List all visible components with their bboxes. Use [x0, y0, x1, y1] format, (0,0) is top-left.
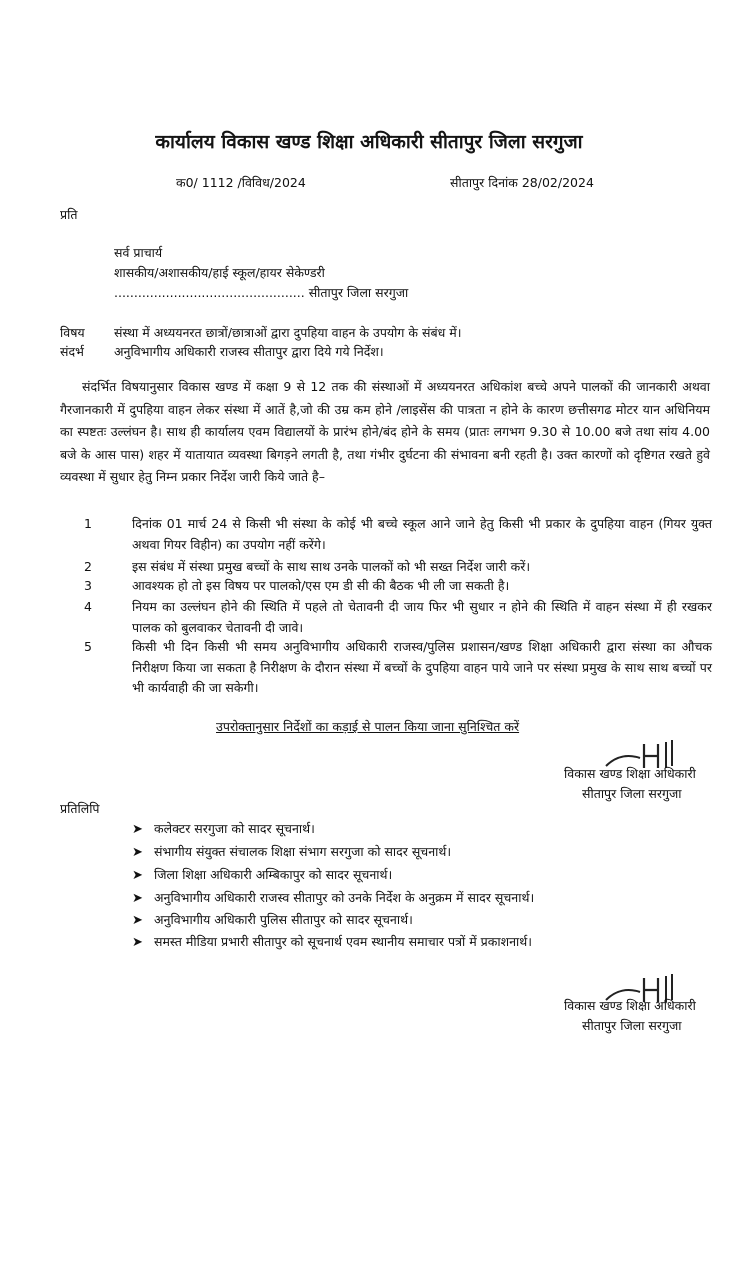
directive-item [60, 637, 712, 699]
directive-text: किसी भी दिन किसी भी समय अनुविभागीय अधिकारी राजस्व/पुलिस प्रशासन/खण्ड शिक्षा अधिकारी द्वारा संस्था का औचक निरीक्षण किया जा सकता है निरीक्षण के दौरान संस्था में बच्चों के दुपहिया वाहन पाये जाने पर संस्था प्रमुख के साथ साथ बच्चों पर भी कार्यवाही की जा सकेगी। [132, 639, 712, 695]
signature-place: सीतापुर जिला सरगुजा [582, 1018, 682, 1033]
copy-item-text: समस्त मीडिया प्रभारी सीतापुर को सूचनार्थ एवम स्थानीय समाचार पत्रों में प्रकाशनार्थ। [154, 934, 532, 949]
copy-label: प्रतिलिपि [60, 801, 100, 816]
subject-label: विषय [60, 325, 85, 340]
reference-text: अनुविभागीय अधिकारी राजस्व सीतापुर द्वारा दिये गये निर्देश। [114, 344, 384, 359]
directive-text: आवश्यक हो तो इस विषय पर पालको/एस एम डी सी की बैठक भी ली जा सकती है। [132, 578, 510, 593]
directive-text: नियम का उल्लंघन होने की स्थिति में पहले तो चेतावनी दी जाय फिर भी सुधार न होने की स्थिति में वाहन संस्था में ही रखकर पालक को बुलवाकर चेतावनी दी जावे। [132, 599, 712, 635]
directive-item [60, 557, 712, 578]
copy-list-item [132, 889, 534, 906]
arrow-bullet-icon: ➤ [132, 913, 143, 928]
copy-list-item [132, 843, 451, 860]
copy-item-text: अनुविभागीय अधिकारी राजस्व सीतापुर को उनके निर्देश के अनुक्रम में सादर सूचनार्थ। [154, 890, 535, 905]
signature-place: सीतापुर जिला सरगुजा [582, 786, 682, 801]
arrow-bullet-icon: ➤ [132, 822, 143, 837]
body-paragraph: संदर्भित विषयानुसार विकास खण्ड में कक्षा 9 से 12 तक की संस्थाओं में अध्ययनरत अधिकांश बच्चे अपने पालकों की जानकारी अथवा गैरजानकारी में दुपहिया वाहन लेकर संस्था में आतें है,जो की उम्र कम होने /लाइसेंस की पात्रता न होने के कारण छत्तीसगढ मोटर यान अधिनियम का स्पष्टतः उल्लंघन है। साथ ही कार्यालय एवम विद्यालयों के प्रारंभ होने/बंद होने के समय (प्रातः लगभग 9.30 से 10.00 बजे तथा सांय 4.00 बजे के आस पास) शहर में यातायात व्यवस्था बिगड़ने लगती है, तथा गंभीर दुर्घटना की संभावना बनी रहती है। उक्त कारणों को दृष्टिगत रखते हुवे व्यवस्था में सुधार हेतु निम्न प्रकार निर्देश जारी किये जाते है– [60, 379, 710, 485]
directive-item [60, 597, 712, 638]
office-title: कार्यालय विकास खण्ड शिक्षा अधिकारी सीतापुर जिला सरगुजा [155, 131, 583, 153]
copy-item-text: अनुविभागीय अधिकारी पुलिस सीतापुर को सादर सूचनार्थ। [154, 912, 413, 927]
directive-item [60, 576, 712, 597]
signature-designation: विकास खण्ड शिक्षा अधिकारी [564, 766, 696, 781]
directive-text: दिनांक 01 मार्च 24 से किसी भी संस्था के कोई भी बच्चे स्कूल आने जाने हेतु किसी भी प्रकार के दुपहिया वाहन (गियर युक्त अथवा गियर विहीन) का उपयोग नहीं करेंगे। [132, 516, 712, 552]
recipient-line-2: शासकीय/अशासकीय/हाई स्कूल/हायर सेकेण्डरी [114, 265, 325, 280]
letter-date: सीतापुर दिनांक 28/02/2024 [450, 175, 594, 190]
copy-item-text: कलेक्टर सरगुजा को सादर सूचनार्थ। [154, 821, 315, 836]
copy-item-text: संभागीय संयुक्त संचालक शिक्षा संभाग सरगुजा को सादर सूचनार्थ। [154, 844, 452, 859]
arrow-bullet-icon: ➤ [132, 868, 143, 883]
arrow-bullet-icon: ➤ [132, 891, 143, 906]
copy-item-text: जिला शिक्षा अधिकारी अम्बिकापुर को सादर सूचनार्थ। [154, 867, 393, 882]
prati-label: प्रति [60, 207, 78, 222]
subject-text: संस्था में अध्ययनरत छात्रों/छात्राओं द्वारा दुपहिया वाहन के उपयोग के संबंध में। [114, 325, 462, 340]
recipient-line-1: सर्व प्राचार्य [114, 245, 163, 260]
copy-list-item [132, 866, 392, 883]
signature-designation: विकास खण्ड शिक्षा अधिकारी [564, 998, 696, 1013]
closing-instruction: उपरोक्तानुसार निर्देशों का कड़ाई से पालन किया जाना सुनिश्चित करें [216, 719, 520, 734]
directive-number: 2 [84, 559, 92, 574]
directive-number: 1 [84, 516, 92, 531]
arrow-bullet-icon: ➤ [132, 845, 143, 860]
reference-label: संदर्भ [60, 344, 84, 359]
directive-number: 4 [84, 599, 92, 614]
directive-number: 3 [84, 578, 92, 593]
directive-item [60, 514, 712, 555]
copy-list-item [132, 911, 413, 928]
copy-list-item [132, 933, 532, 950]
reference-number: क0/ 1112 /विविध/2024 [176, 175, 306, 190]
copy-list-item [132, 820, 315, 837]
arrow-bullet-icon: ➤ [132, 935, 143, 950]
directive-number: 5 [84, 639, 92, 654]
directive-text: इस संबंध में संस्था प्रमुख बच्चों के साथ साथ उनके पालकों को भी सख्त निर्देश जारी करें। [132, 559, 531, 574]
recipient-line-3: ................................................ सीतापुर जिला सरगुजा [114, 285, 409, 300]
